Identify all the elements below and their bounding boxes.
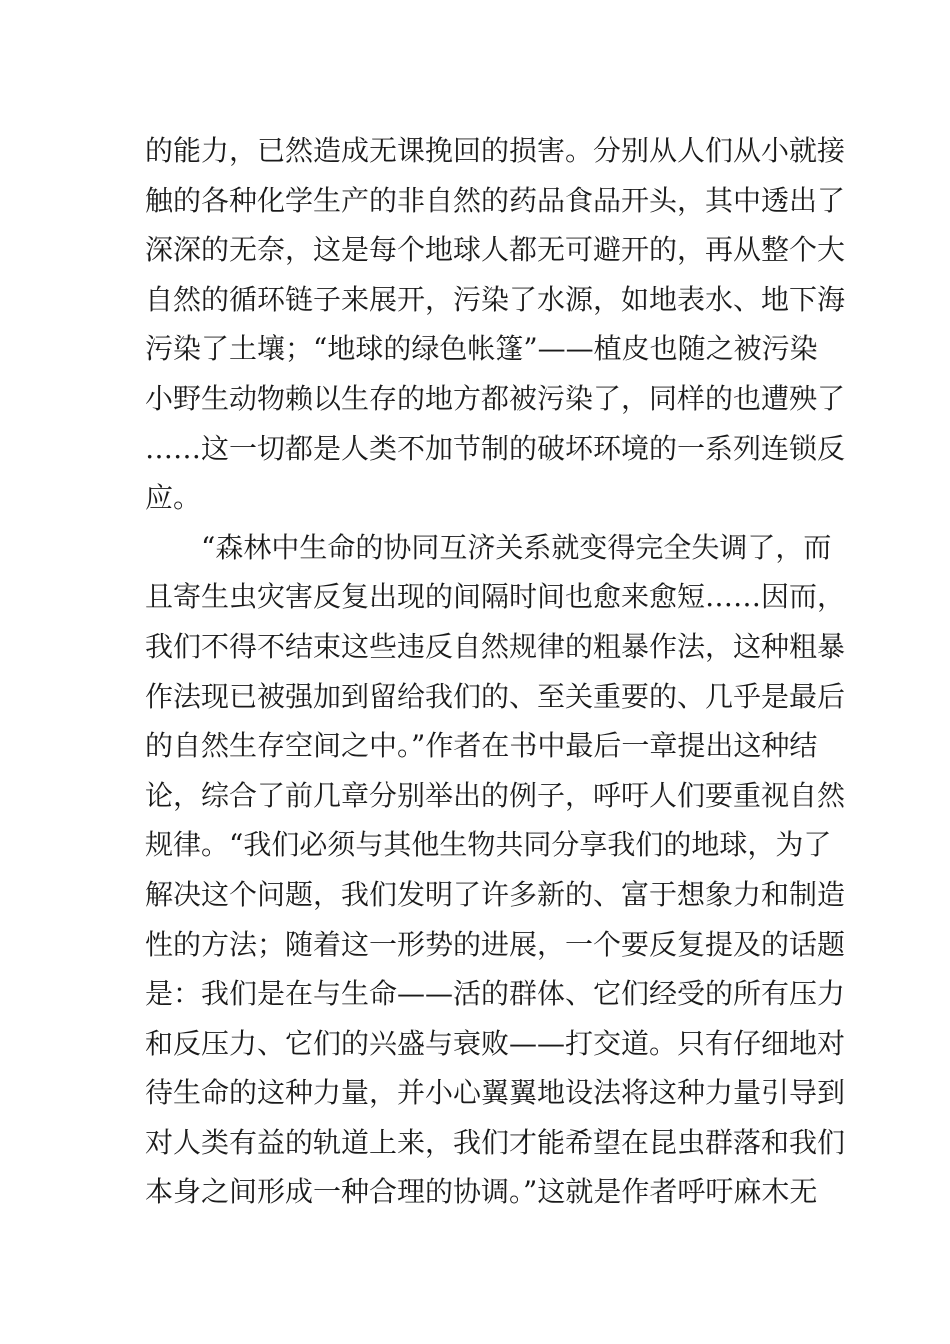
text-line: 污染了土壤；“地球的绿色帐篷”——植皮也随之被污染 (145, 332, 818, 366)
text-line: 我们不得不结束这些违反自然规律的粗暴作法，这种粗暴 (145, 629, 846, 663)
text-line: 触的各种化学生产的非自然的药品食品开头，其中透出了 (145, 183, 846, 217)
text-line: 深深的无奈，这是每个地球人都无可避开的，再从整个大 (145, 233, 846, 267)
text-line: 的能力，已然造成无课挽回的损害。分别从人们从小就接 (145, 134, 846, 167)
paragraph-first-line: “森林中生命的协同互济关系就变得完全失调了，而 (201, 530, 832, 564)
text-line: 小野生动物赖以生存的地方都被污染了，同样的也遭殃了 (145, 381, 846, 415)
text-line: 规律。“我们必须与其他生物共同分享我们的地球，为了 (145, 828, 832, 862)
text-line: 且寄生虫灾害反复出现的间隔时间也愈来愈短……因而， (145, 580, 846, 614)
text-line: 本身之间形成一种合理的协调。”这就是作者呼吁麻木无 (145, 1175, 818, 1209)
text-line: 性的方法；随着这一形势的进展，一个要反复提及的话题 (145, 927, 846, 961)
text-line: 是：我们是在与生命——活的群体、它们经受的所有压力 (145, 977, 846, 1011)
text-line: 解决这个问题，我们发明了许多新的、富于想象力和制造 (145, 877, 846, 911)
text-line: 的自然生存空间之中。”作者在书中最后一章提出这种结 (145, 729, 818, 763)
text-line: 对人类有益的轨道上来，我们才能希望在昆虫群落和我们 (145, 1125, 846, 1159)
text-line: 作法现已被强加到留给我们的、至关重要的、几乎是最后 (145, 679, 846, 713)
text-line: 应。 (145, 481, 202, 515)
body-text (145, 126, 846, 1217)
text-line: ……这一切都是人类不加节制的破坏环境的一系列连锁反 (145, 431, 846, 465)
text-line: 待生命的这种力量，并小心翼翼地设法将这种力量引导到 (145, 1076, 846, 1110)
text-line: 论，综合了前几章分别举出的例子，呼吁人们要重视自然 (145, 778, 846, 812)
text-line: 自然的循环链子来展开，污染了水源，如地表水、地下海 (145, 282, 846, 316)
text-line: 和反压力、它们的兴盛与衰败——打交道。只有仔细地对 (145, 1026, 846, 1060)
